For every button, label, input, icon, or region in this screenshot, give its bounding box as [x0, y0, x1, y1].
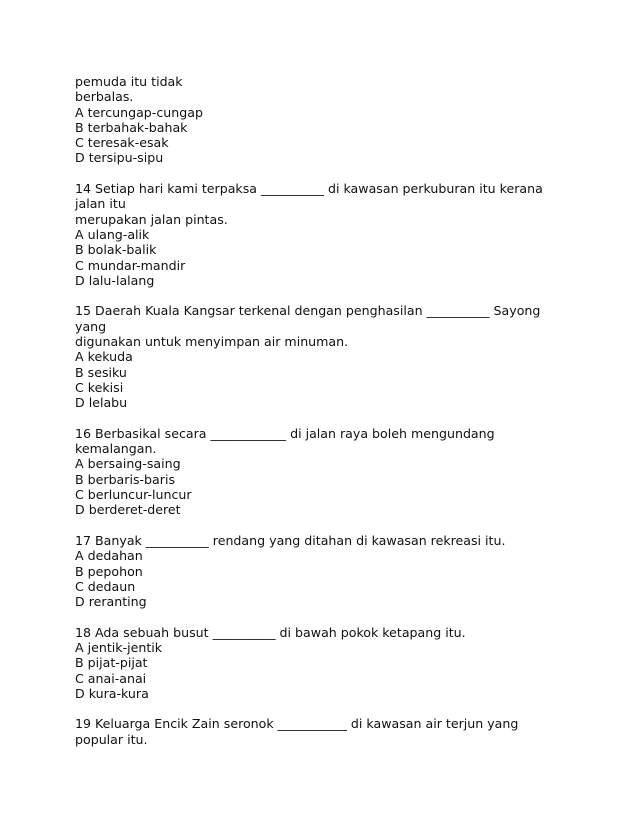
answer-option-a: A jentik-jentik	[75, 639, 163, 655]
question-18	[75, 625, 575, 701]
question-text-line: 18 Ada sebuah busut __________ di bawah pokok ketapang itu.	[75, 624, 466, 640]
answer-option-a: A bersaing-saing	[75, 456, 181, 472]
answer-option-d: D lelabu	[75, 395, 128, 411]
question-text-line: popular itu.	[75, 731, 148, 747]
answer-option-d: D berderet-deret	[75, 502, 181, 518]
answer-option-c: C teresak-esak	[75, 135, 169, 151]
question-text-line: merupakan jalan pintas.	[75, 211, 228, 227]
question-13-continuation	[75, 74, 575, 166]
answer-option-a: A tercungap-cungap	[75, 104, 203, 120]
question-text-line: berbalas.	[75, 89, 134, 105]
answer-option-d: D reranting	[75, 594, 147, 610]
document-page	[75, 74, 575, 762]
question-text-line: 16 Berbasikal secara ____________ di jalan raya boleh mengundang	[75, 425, 495, 441]
answer-option-b: B sesiku	[75, 364, 127, 380]
question-19	[75, 716, 575, 747]
question-text-line: digunakan untuk menyimpan air minuman.	[75, 334, 349, 350]
question-text-line: 15 Daerah Kuala Kangsar terkenal dengan penghasilan __________ Sayong	[75, 303, 541, 319]
question-text-line: kemalangan.	[75, 441, 157, 457]
question-15	[75, 303, 575, 410]
answer-option-d: D tersipu-sipu	[75, 150, 164, 166]
question-text-line: 17 Banyak __________ rendang yang ditahan di kawasan rekreasi itu.	[75, 532, 506, 548]
answer-option-c: C kekisi	[75, 379, 124, 395]
question-text-line: jalan itu	[75, 196, 126, 212]
answer-option-a: A ulang-alik	[75, 226, 150, 242]
question-text-line: yang	[75, 318, 107, 334]
answer-option-d: D lalu-lalang	[75, 272, 155, 288]
answer-option-b: B pijat-pijat	[75, 655, 148, 671]
question-text-line: pemuda itu tidak	[75, 74, 183, 89]
answer-option-a: A kekuda	[75, 349, 133, 365]
question-text-line: 14 Setiap hari kami terpaksa __________ di kawasan perkuburan itu kerana	[75, 181, 543, 197]
answer-option-d: D kura-kura	[75, 685, 149, 701]
answer-option-b: B pepohon	[75, 563, 143, 579]
answer-option-b: B berbaris-baris	[75, 471, 176, 487]
answer-option-a: A dedahan	[75, 548, 143, 564]
answer-option-b: B terbahak-bahak	[75, 119, 188, 135]
answer-option-c: C berluncur-luncur	[75, 487, 192, 503]
question-17	[75, 533, 575, 609]
answer-option-c: C anai-anai	[75, 670, 147, 686]
answer-option-c: C mundar-mandir	[75, 257, 186, 273]
question-16	[75, 426, 575, 518]
answer-option-b: B bolak-balik	[75, 242, 157, 258]
question-14	[75, 181, 575, 288]
question-text-line: 19 Keluarga Encik Zain seronok ___________ di kawasan air terjun yang	[75, 716, 519, 732]
answer-option-c: C dedaun	[75, 578, 136, 594]
